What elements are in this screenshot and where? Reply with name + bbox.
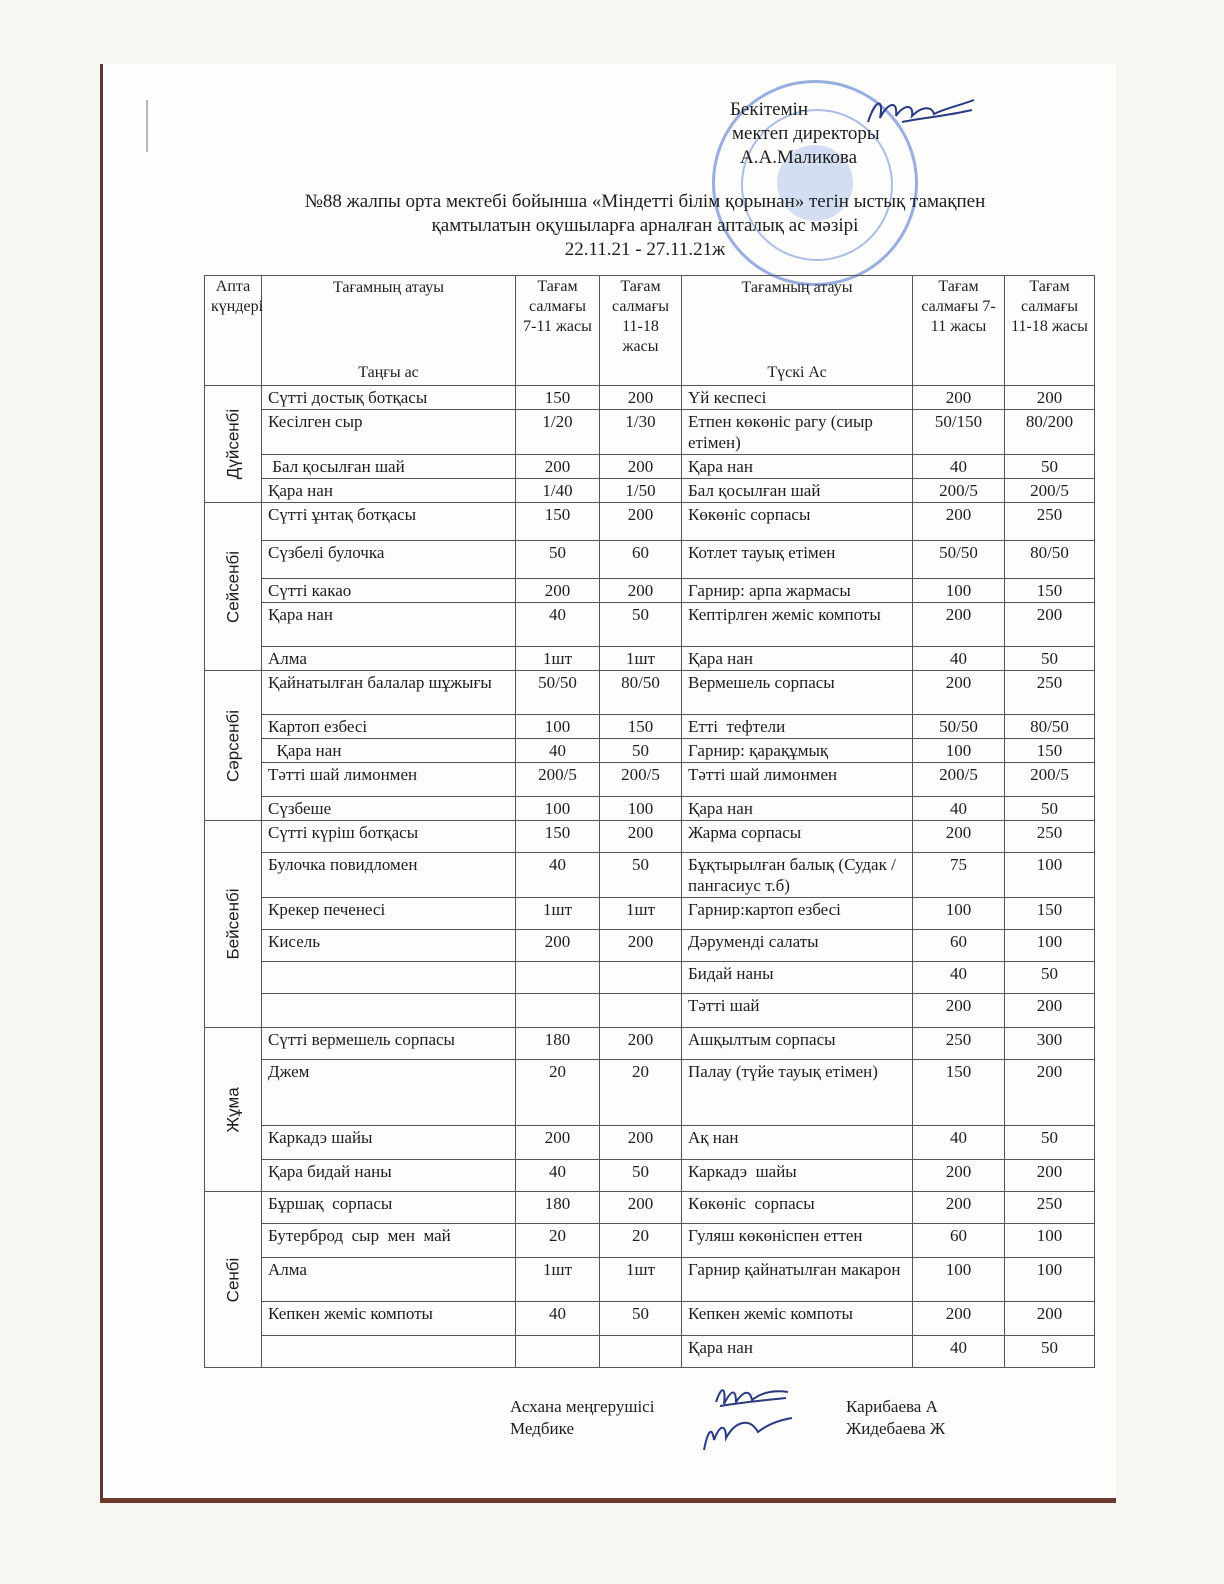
- lunch-weight-11-18: 150: [1005, 898, 1095, 930]
- footer-name-nurse: Жидебаева Ж: [846, 1419, 946, 1438]
- breakfast-dish: [262, 962, 516, 994]
- title-line-1: №88 жалпы орта мектебі бойынша «Міндетті білім қорынан» тегін ыстық тамақпен: [304, 191, 986, 212]
- breakfast-weight-11-18: 50: [600, 1302, 682, 1336]
- footer-role-canteen-head: Асхана меңгерушісі: [510, 1397, 655, 1416]
- header-lunch: [682, 276, 913, 386]
- lunch-dish: Гарнир қайнатылған макарон: [682, 1258, 913, 1302]
- breakfast-dish: Кесілген сыр: [262, 410, 516, 455]
- lunch-dish: Қара нан: [682, 797, 913, 821]
- breakfast-dish: Сүтті күріш ботқасы: [262, 821, 516, 853]
- weekday-label: Сейсенбі: [223, 550, 243, 623]
- approval-block: [730, 98, 880, 170]
- table-row: [205, 930, 1095, 962]
- lunch-dish: Тәтті шай: [682, 994, 913, 1028]
- title-date-range: 22.11.21 - 27.11.21ж: [564, 239, 726, 260]
- lunch-weight-11-18: 200: [1005, 994, 1095, 1028]
- lunch-dish: Палау (түйе тауық етімен): [682, 1060, 913, 1126]
- lunch-weight-7-11: 200: [913, 1160, 1005, 1192]
- header-lunch-weight-7-11: Тағам салмағы 7-11 жасы: [913, 276, 1005, 386]
- lunch-weight-11-18: 50: [1005, 647, 1095, 671]
- breakfast-weight-7-11: 20: [516, 1224, 600, 1258]
- breakfast-dish: [262, 1336, 516, 1368]
- weekday-label: Бейсенбі: [223, 888, 243, 960]
- table-row: [205, 1126, 1095, 1160]
- breakfast-dish: Қара нан: [262, 479, 516, 503]
- breakfast-weight-11-18: 50: [600, 739, 682, 763]
- lunch-weight-11-18: 250: [1005, 821, 1095, 853]
- table-row: [205, 1258, 1095, 1302]
- lunch-weight-11-18: 80/200: [1005, 410, 1095, 455]
- weekday-label: Сәрсенбі: [223, 709, 243, 782]
- lunch-weight-11-18: 100: [1005, 1258, 1095, 1302]
- breakfast-weight-7-11: 1шт: [516, 1258, 600, 1302]
- table-row: [205, 763, 1095, 797]
- lunch-dish: Каркадэ шайы: [682, 1160, 913, 1192]
- lunch-weight-7-11: 200: [913, 994, 1005, 1028]
- lunch-weight-7-11: 40: [913, 455, 1005, 479]
- lunch-weight-7-11: 200: [913, 386, 1005, 410]
- lunch-dish: Кепкен жеміс компоты: [682, 1302, 913, 1336]
- lunch-weight-11-18: 80/50: [1005, 715, 1095, 739]
- breakfast-weight-11-18: 60: [600, 541, 682, 579]
- lunch-weight-7-11: 200: [913, 1302, 1005, 1336]
- breakfast-dish: Джем: [262, 1060, 516, 1126]
- footer-names: [846, 1396, 945, 1440]
- header-breakfast-weight-11-18: Тағам салмағы 11-18 жасы: [600, 276, 682, 386]
- lunch-dish: Көкөніс сорпасы: [682, 1192, 913, 1224]
- breakfast-weight-11-18: 1/30: [600, 410, 682, 455]
- breakfast-weight-11-18: 200: [600, 503, 682, 541]
- header-lunch-name: Тағамның атауы: [741, 279, 853, 296]
- approval-line-1: Бекітемін: [730, 99, 809, 120]
- lunch-weight-11-18: 150: [1005, 579, 1095, 603]
- lunch-weight-11-18: 200/5: [1005, 763, 1095, 797]
- table-row: [205, 671, 1095, 715]
- breakfast-weight-11-18: 50: [600, 1160, 682, 1192]
- lunch-weight-7-11: 200: [913, 603, 1005, 647]
- weekday-cell: [205, 1028, 262, 1192]
- breakfast-dish: Сүтті вермешель сорпасы: [262, 1028, 516, 1060]
- lunch-weight-11-18: 50: [1005, 797, 1095, 821]
- approval-line-3: А.А.Маликова: [740, 147, 858, 168]
- lunch-weight-7-11: 50/150: [913, 410, 1005, 455]
- breakfast-weight-7-11: 150: [516, 386, 600, 410]
- table-row: [205, 455, 1095, 479]
- breakfast-weight-7-11: 200: [516, 455, 600, 479]
- weekday-label: Сенбі: [223, 1257, 243, 1302]
- weekday-cell: [205, 503, 262, 671]
- lunch-weight-11-18: 300: [1005, 1028, 1095, 1060]
- breakfast-weight-11-18: [600, 962, 682, 994]
- breakfast-weight-7-11: 1/40: [516, 479, 600, 503]
- breakfast-dish: Кисель: [262, 930, 516, 962]
- lunch-weight-7-11: 250: [913, 1028, 1005, 1060]
- breakfast-weight-7-11: [516, 962, 600, 994]
- lunch-dish: Тәтті шай лимонмен: [682, 763, 913, 797]
- weekday-label: Дүйсенбі: [223, 408, 243, 480]
- breakfast-dish: Булочка повидломен: [262, 853, 516, 898]
- breakfast-dish: Қара бидай наны: [262, 1160, 516, 1192]
- footer-role-nurse: Медбике: [510, 1419, 574, 1438]
- breakfast-weight-11-18: 1шт: [600, 1258, 682, 1302]
- header-weekday: Апта күндері: [205, 276, 262, 386]
- lunch-dish: Қара нан: [682, 1336, 913, 1368]
- lunch-dish: Қара нан: [682, 647, 913, 671]
- lunch-dish: Бұқтырылған балық (Судак / пангасиус т.б): [682, 853, 913, 898]
- lunch-weight-7-11: 50/50: [913, 541, 1005, 579]
- table-row: [205, 898, 1095, 930]
- lunch-weight-11-18: 100: [1005, 1224, 1095, 1258]
- header-breakfast-sub: Таңғы ас: [358, 364, 419, 381]
- breakfast-weight-11-18: 200: [600, 1126, 682, 1160]
- table-row: [205, 579, 1095, 603]
- paper-bottom-edge: [100, 1498, 1116, 1503]
- lunch-dish: Көкөніс сорпасы: [682, 503, 913, 541]
- table-row: [205, 647, 1095, 671]
- weekday-cell: [205, 1192, 262, 1368]
- lunch-weight-7-11: 150: [913, 1060, 1005, 1126]
- lunch-weight-7-11: 100: [913, 739, 1005, 763]
- breakfast-weight-11-18: 50: [600, 603, 682, 647]
- breakfast-dish: Қара нан: [262, 739, 516, 763]
- breakfast-weight-7-11: 1шт: [516, 647, 600, 671]
- breakfast-dish: Бұршақ сорпасы: [262, 1192, 516, 1224]
- table-row: [205, 479, 1095, 503]
- breakfast-weight-7-11: 40: [516, 603, 600, 647]
- breakfast-weight-7-11: 20: [516, 1060, 600, 1126]
- lunch-dish: Ақ нан: [682, 1126, 913, 1160]
- lunch-weight-7-11: 60: [913, 930, 1005, 962]
- lunch-weight-7-11: 50/50: [913, 715, 1005, 739]
- weekday-cell: [205, 386, 262, 503]
- breakfast-dish: Бал қосылған шай: [262, 455, 516, 479]
- lunch-dish: Етті тефтели: [682, 715, 913, 739]
- lunch-weight-11-18: 250: [1005, 671, 1095, 715]
- document-title: [200, 190, 1090, 262]
- breakfast-dish: Сүзбеше: [262, 797, 516, 821]
- breakfast-dish: Сүтті ұнтақ ботқасы: [262, 503, 516, 541]
- breakfast-weight-7-11: 200/5: [516, 763, 600, 797]
- table-row: [205, 541, 1095, 579]
- breakfast-weight-11-18: 200: [600, 455, 682, 479]
- breakfast-weight-11-18: 20: [600, 1060, 682, 1126]
- weekday-cell: [205, 821, 262, 1028]
- breakfast-weight-7-11: 50/50: [516, 671, 600, 715]
- lunch-dish: Ашқылтым сорпасы: [682, 1028, 913, 1060]
- lunch-weight-7-11: 200/5: [913, 763, 1005, 797]
- lunch-weight-7-11: 60: [913, 1224, 1005, 1258]
- breakfast-weight-11-18: [600, 1336, 682, 1368]
- breakfast-weight-7-11: 200: [516, 930, 600, 962]
- lunch-weight-7-11: 200: [913, 503, 1005, 541]
- breakfast-weight-7-11: 40: [516, 1302, 600, 1336]
- breakfast-dish: Бутерброд сыр мен май: [262, 1224, 516, 1258]
- table-row: [205, 962, 1095, 994]
- staff-signatures: [696, 1380, 796, 1460]
- table-row: [205, 1336, 1095, 1368]
- breakfast-dish: Қайнатылған балалар шұжығы: [262, 671, 516, 715]
- lunch-weight-7-11: 200: [913, 1192, 1005, 1224]
- breakfast-weight-7-11: 200: [516, 579, 600, 603]
- table-row: [205, 1028, 1095, 1060]
- breakfast-weight-11-18: 200: [600, 1192, 682, 1224]
- table-row: [205, 821, 1095, 853]
- lunch-weight-11-18: 200: [1005, 1160, 1095, 1192]
- breakfast-weight-11-18: 200: [600, 930, 682, 962]
- header-breakfast-weight-7-11: Тағам салмағы 7-11 жасы: [516, 276, 600, 386]
- lunch-dish: Гуляш көкөніспен еттен: [682, 1224, 913, 1258]
- breakfast-weight-11-18: 200/5: [600, 763, 682, 797]
- lunch-weight-7-11: 40: [913, 1126, 1005, 1160]
- lunch-weight-7-11: 200/5: [913, 479, 1005, 503]
- lunch-dish: Гарнир: арпа жармасы: [682, 579, 913, 603]
- lunch-weight-7-11: 100: [913, 579, 1005, 603]
- breakfast-dish: Кепкен жеміс компоты: [262, 1302, 516, 1336]
- table-row: [205, 797, 1095, 821]
- lunch-dish: Бидай наны: [682, 962, 913, 994]
- breakfast-weight-11-18: 20: [600, 1224, 682, 1258]
- weekday-cell: [205, 671, 262, 821]
- table-row: [205, 1160, 1095, 1192]
- breakfast-dish: Каркадэ шайы: [262, 1126, 516, 1160]
- footer-name-canteen-head: Карибаева А: [846, 1397, 938, 1416]
- breakfast-weight-11-18: 1шт: [600, 898, 682, 930]
- breakfast-weight-7-11: 50: [516, 541, 600, 579]
- lunch-dish: Қара нан: [682, 455, 913, 479]
- lunch-weight-7-11: 100: [913, 898, 1005, 930]
- title-line-2: қамтылатын оқушыларға арналған апталық ас мәзірі: [431, 215, 859, 236]
- lunch-weight-7-11: 40: [913, 797, 1005, 821]
- lunch-weight-11-18: 200: [1005, 603, 1095, 647]
- breakfast-weight-11-18: [600, 994, 682, 1028]
- lunch-weight-11-18: 200: [1005, 1302, 1095, 1336]
- header-lunch-weight-11-18: Тағам салмағы 11-18 жасы: [1005, 276, 1095, 386]
- table-row: [205, 994, 1095, 1028]
- breakfast-weight-7-11: 1/20: [516, 410, 600, 455]
- lunch-dish: Жарма сорпасы: [682, 821, 913, 853]
- lunch-weight-7-11: 40: [913, 647, 1005, 671]
- lunch-dish: Гарнир: қарақұмық: [682, 739, 913, 763]
- breakfast-weight-11-18: 200: [600, 579, 682, 603]
- breakfast-weight-7-11: 40: [516, 853, 600, 898]
- breakfast-weight-11-18: 200: [600, 386, 682, 410]
- lunch-dish: Гарнир:картоп езбесі: [682, 898, 913, 930]
- lunch-weight-11-18: 50: [1005, 1126, 1095, 1160]
- breakfast-weight-7-11: [516, 1336, 600, 1368]
- approval-line-2: мектеп директоры: [732, 123, 880, 144]
- lunch-weight-7-11: 40: [913, 1336, 1005, 1368]
- lunch-weight-11-18: 50: [1005, 962, 1095, 994]
- table-row: [205, 1192, 1095, 1224]
- table-row: [205, 603, 1095, 647]
- table-row: [205, 715, 1095, 739]
- lunch-dish: Бал қосылған шай: [682, 479, 913, 503]
- breakfast-weight-7-11: 40: [516, 739, 600, 763]
- breakfast-weight-7-11: 150: [516, 821, 600, 853]
- breakfast-dish: Картоп езбесі: [262, 715, 516, 739]
- breakfast-dish: Алма: [262, 647, 516, 671]
- weekly-menu-table: [204, 275, 1095, 1368]
- breakfast-weight-11-18: 80/50: [600, 671, 682, 715]
- breakfast-dish: Тәтті шай лимонмен: [262, 763, 516, 797]
- lunch-weight-11-18: 50: [1005, 455, 1095, 479]
- lunch-weight-11-18: 80/50: [1005, 541, 1095, 579]
- table-row: [205, 1302, 1095, 1336]
- lunch-weight-11-18: 200: [1005, 386, 1095, 410]
- lunch-dish: Үй кеспесі: [682, 386, 913, 410]
- breakfast-weight-7-11: 200: [516, 1126, 600, 1160]
- lunch-dish: Котлет тауық етімен: [682, 541, 913, 579]
- breakfast-weight-7-11: 40: [516, 1160, 600, 1192]
- table-row: [205, 739, 1095, 763]
- breakfast-weight-7-11: 1шт: [516, 898, 600, 930]
- breakfast-weight-11-18: 150: [600, 715, 682, 739]
- lunch-weight-7-11: 200: [913, 821, 1005, 853]
- lunch-dish: Вермешель сорпасы: [682, 671, 913, 715]
- lunch-weight-11-18: 200/5: [1005, 479, 1095, 503]
- breakfast-dish: Сүтті достық ботқасы: [262, 386, 516, 410]
- breakfast-weight-11-18: 200: [600, 1028, 682, 1060]
- breakfast-weight-7-11: 150: [516, 503, 600, 541]
- breakfast-weight-7-11: 180: [516, 1028, 600, 1060]
- lunch-weight-11-18: 200: [1005, 1060, 1095, 1126]
- breakfast-weight-11-18: 200: [600, 821, 682, 853]
- table-row: [205, 1224, 1095, 1258]
- table-row: [205, 410, 1095, 455]
- lunch-weight-11-18: 50: [1005, 1336, 1095, 1368]
- lunch-weight-7-11: 100: [913, 1258, 1005, 1302]
- breakfast-dish: Алма: [262, 1258, 516, 1302]
- lunch-weight-11-18: 100: [1005, 853, 1095, 898]
- breakfast-weight-7-11: 100: [516, 797, 600, 821]
- table-row: [205, 1060, 1095, 1126]
- breakfast-dish: Крекер печенесі: [262, 898, 516, 930]
- header-breakfast: [262, 276, 516, 386]
- table-row: [205, 853, 1095, 898]
- paper-left-edge: [100, 64, 103, 1502]
- lunch-dish: Етпен көкөніс рагу (сиыр етімен): [682, 410, 913, 455]
- breakfast-weight-7-11: [516, 994, 600, 1028]
- breakfast-dish: Сүзбелі булочка: [262, 541, 516, 579]
- header-lunch-sub: Түскі Ас: [767, 364, 827, 381]
- lunch-weight-11-18: 250: [1005, 503, 1095, 541]
- weekday-label: Жұма: [223, 1086, 243, 1133]
- breakfast-weight-7-11: 180: [516, 1192, 600, 1224]
- breakfast-dish: Сүтті какао: [262, 579, 516, 603]
- staple-mark: [146, 100, 148, 152]
- footer-roles: [510, 1396, 654, 1440]
- lunch-dish: Кептірлген жеміс компоты: [682, 603, 913, 647]
- lunch-weight-7-11: 40: [913, 962, 1005, 994]
- lunch-weight-11-18: 150: [1005, 739, 1095, 763]
- table-row: [205, 386, 1095, 410]
- director-signature: [862, 92, 982, 132]
- table-header-row: [205, 276, 1095, 386]
- lunch-weight-7-11: 75: [913, 853, 1005, 898]
- breakfast-weight-11-18: 1шт: [600, 647, 682, 671]
- table-row: [205, 503, 1095, 541]
- breakfast-weight-11-18: 100: [600, 797, 682, 821]
- breakfast-weight-11-18: 1/50: [600, 479, 682, 503]
- lunch-weight-11-18: 250: [1005, 1192, 1095, 1224]
- lunch-weight-7-11: 200: [913, 671, 1005, 715]
- lunch-dish: Дәруменді салаты: [682, 930, 913, 962]
- breakfast-dish: Қара нан: [262, 603, 516, 647]
- lunch-weight-11-18: 100: [1005, 930, 1095, 962]
- breakfast-weight-11-18: 50: [600, 853, 682, 898]
- breakfast-weight-7-11: 100: [516, 715, 600, 739]
- header-breakfast-name: Тағамның атауы: [332, 279, 445, 296]
- breakfast-dish: [262, 994, 516, 1028]
